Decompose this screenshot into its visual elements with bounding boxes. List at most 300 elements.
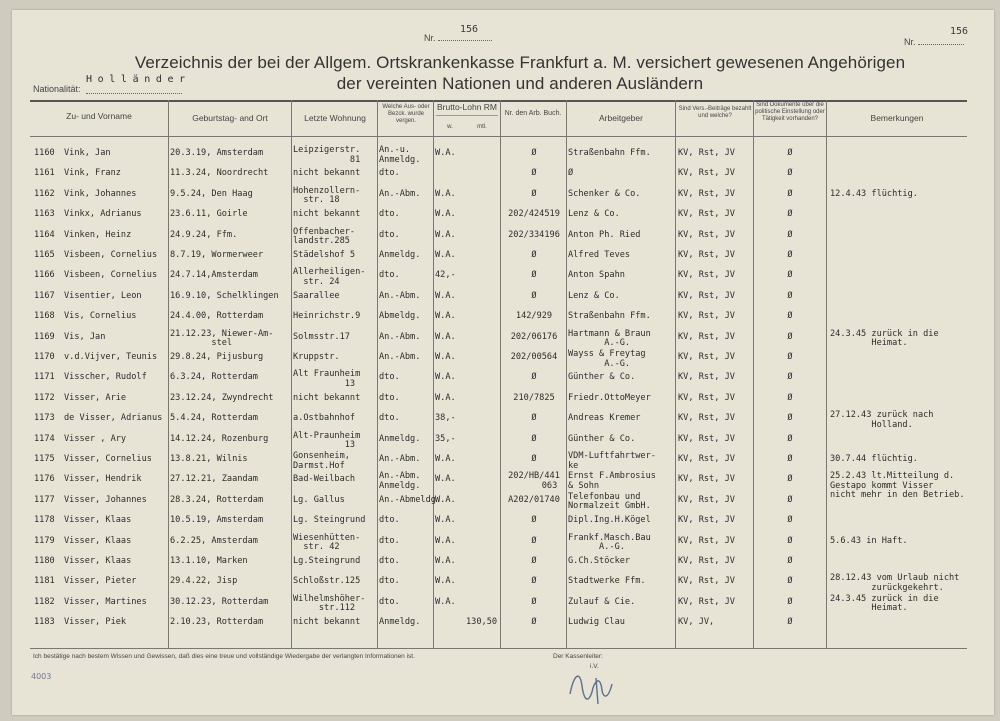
cell-name: v.d.Vijver, Teunis — [64, 352, 158, 362]
cell-emp: Stadtwerke Ffm. — [568, 576, 646, 587]
cell-emp: Ø — [568, 168, 574, 179]
cell-rem — [830, 516, 980, 536]
cell-emp: Andreas Kremer — [568, 413, 641, 424]
cell-w: W.A. — [435, 515, 456, 526]
cell-book: Ø — [531, 148, 537, 158]
cell-contrib: KV, Rst, JV — [678, 515, 735, 526]
cell-docs: Ø — [787, 372, 793, 383]
cell-name: Visser, Hendrik — [64, 474, 142, 485]
cell-book: Ø — [531, 596, 537, 607]
cell-reg: An.-Abmeldg. — [379, 494, 442, 505]
cell-w: W.A. — [435, 311, 456, 322]
cell-rem: 30.7.44 flüchtig. — [830, 454, 918, 464]
cell-addr: Alt Fraunheim 13 — [293, 369, 361, 389]
cell-birth: 9.5.24, Den Haag — [170, 188, 253, 199]
cell-contrib: KV, Rst, JV — [678, 270, 735, 281]
cell-reg: dto. — [379, 209, 400, 220]
cell-name: Visentier, Leon — [64, 290, 142, 301]
col-divider-7 — [675, 100, 676, 648]
cell-birth: 24.9.24, Ffm. — [170, 229, 238, 240]
cell-emp: Hartmann & Braun A.-G. — [568, 328, 651, 349]
cell-nr: 1163 — [34, 209, 55, 220]
cell-nr: 1171 — [34, 372, 55, 383]
gross-subheader-rule — [436, 115, 498, 116]
cell-name: Visser, Pieter — [64, 576, 137, 587]
cell-addr: Wilhelmshöher- str.112 — [293, 593, 366, 614]
cell-name: Vis, Cornelius — [64, 311, 137, 322]
cell-reg: dto. — [379, 168, 400, 179]
cell-name: Visser, Klaas — [64, 556, 132, 566]
cell-m — [466, 353, 500, 373]
cell-reg: dto. — [379, 556, 400, 566]
cell-m — [466, 271, 500, 291]
cell-contrib: KV, Rst, JV — [678, 454, 735, 464]
cell-nr: 1176 — [34, 474, 55, 485]
cell-birth: 10.5.19, Amsterdam — [170, 515, 264, 526]
cell-addr: Saarallee — [293, 290, 340, 301]
cell-nr: 1175 — [34, 454, 55, 464]
cell-name: Vink, Jan — [64, 148, 111, 158]
document-title-line-2: der vereinten Nationen und anderen Ausländern — [336, 74, 704, 93]
cell-book: Ø — [531, 372, 537, 383]
cell-emp: Straßenbahn Ffm. — [568, 311, 651, 322]
cell-rem — [830, 496, 980, 516]
cell-w: W.A. — [435, 494, 456, 505]
cell-nr: 1181 — [34, 576, 55, 587]
cell-rem — [830, 435, 980, 455]
cell-emp: Günther & Co. — [568, 433, 636, 444]
cell-docs: Ø — [787, 168, 793, 179]
col-divider-3 — [377, 100, 378, 648]
cell-reg: An.-u. Anmeldg. — [379, 145, 421, 165]
cell-m — [466, 231, 500, 251]
header-address: Letzte Wohnung — [304, 113, 366, 123]
cell-book: 202/334196 — [508, 229, 560, 240]
cell-book: Ø — [531, 515, 537, 526]
cell-docs: Ø — [787, 148, 793, 158]
footer-attestation: Ich bestätige nach bestem Wissen und Gewissen, daß dies eine treue und vollständige Wiedergabe der verlangten Informationen ist. — [33, 653, 415, 660]
cell-m — [466, 292, 500, 312]
cell-addr: Lg. Steingrund — [293, 515, 366, 526]
cell-m — [466, 455, 500, 475]
cell-w — [435, 169, 465, 189]
cell-reg: dto. — [379, 270, 400, 281]
cell-emp: Wayss & Freytag A.-G. — [568, 349, 646, 369]
cell-emp: Zulauf & Cie. — [568, 596, 636, 607]
cell-docs: Ø — [787, 535, 793, 546]
cell-m — [466, 251, 500, 271]
cell-contrib: KV, Rst, JV — [678, 311, 735, 322]
cell-addr: Lg.Steingrund — [293, 556, 361, 566]
cell-emp: Straßenbahn Ffm. — [568, 148, 651, 158]
cell-book: Ø — [531, 168, 537, 179]
cell-nr: 1169 — [34, 331, 55, 342]
cell-contrib: KV, Rst, JV — [678, 250, 735, 260]
cell-birth: 20.3.19, Amsterdam — [170, 148, 264, 158]
cell-contrib: KV, Rst, JV — [678, 290, 735, 301]
cell-nr: 1162 — [34, 188, 55, 199]
cell-nr: 1179 — [34, 535, 55, 546]
cell-birth: 2.10.23, Rotterdam — [170, 617, 264, 628]
cell-nr: 1172 — [34, 392, 55, 403]
cell-docs: Ø — [787, 352, 793, 362]
cell-contrib: KV, Rst, JV — [678, 392, 735, 403]
cell-contrib: KV, Rst, JV — [678, 413, 735, 424]
cell-addr: a.Ostbahnhof — [293, 413, 356, 424]
cell-birth: 30.12.23, Rotterdam — [170, 596, 269, 607]
cell-w: 42,- — [435, 270, 456, 281]
col-divider-6 — [566, 100, 567, 648]
cell-name: Vis, Jan — [64, 331, 106, 342]
header-name: Zu- und Vorname — [66, 111, 132, 121]
cell-nr: 1160 — [34, 148, 55, 158]
cell-birth: 21.12.23, Niewer-Am- stel — [170, 328, 274, 349]
nationality-value: H o l l ä n d e r — [86, 74, 185, 85]
cell-rem — [830, 353, 980, 373]
cell-birth: 16.9.10, Schelklingen — [170, 290, 279, 301]
header-remarks: Bemerkungen — [870, 113, 924, 123]
cell-nr: 1168 — [34, 311, 55, 322]
cell-name: Visscher, Rudolf — [64, 372, 147, 383]
cell-w: W.A. — [435, 576, 456, 587]
cell-name: Visser, Arie — [64, 392, 127, 403]
cell-contrib: KV, Rst, JV — [678, 494, 735, 505]
cell-birth: 11.3.24, Noordrecht — [170, 168, 269, 179]
cell-reg: Anmeldg. — [379, 433, 421, 444]
cell-rem: 28.12.43 vom Urlaub nicht zurückgekehrt. — [830, 573, 960, 593]
cell-emp: VDM-Luftfahrtwer- ke — [568, 451, 656, 471]
cell-birth: 28.3.24, Rotterdam — [170, 494, 264, 505]
cell-rem — [830, 292, 980, 312]
cell-w: W.A. — [435, 290, 456, 301]
cell-contrib: KV, Rst, JV — [678, 433, 735, 444]
cell-w: W.A. — [435, 392, 456, 403]
col-divider-8 — [753, 100, 754, 648]
col-divider-1 — [168, 100, 169, 648]
cell-addr: Offenbacher- landstr.285 — [293, 226, 356, 247]
cell-emp: Lenz & Co. — [568, 290, 620, 301]
cell-emp: Schenker & Co. — [568, 188, 641, 199]
cell-birth: 29.4.22, Jisp — [170, 576, 238, 587]
cell-book: Ø — [531, 556, 537, 566]
signature-scribble — [566, 664, 626, 708]
cell-w: W.A. — [435, 250, 456, 260]
cell-contrib: KV, Rst, JV — [678, 556, 735, 566]
cell-name: de Visser, Adrianus — [64, 413, 163, 424]
cell-m — [466, 435, 500, 455]
cell-docs: Ø — [787, 250, 793, 260]
header-gross-weekly: w. — [447, 124, 453, 130]
cell-nr: 1180 — [34, 556, 55, 566]
cell-docs: Ø — [787, 515, 793, 526]
cell-w: 38,- — [435, 413, 456, 424]
cell-m — [466, 190, 500, 210]
cell-nr: 1161 — [34, 168, 55, 179]
cell-rem — [830, 210, 980, 230]
cell-rem: 25.2.43 lt.Mitteilung d. Gestapo kommt Visser nicht mehr in den Betrieb. — [830, 471, 965, 501]
cell-book: 202/06176 — [510, 331, 558, 342]
cell-addr: nicht bekannt — [293, 209, 361, 220]
cell-contrib: KV, Rst, JV — [678, 209, 735, 220]
cell-docs: Ø — [787, 576, 793, 587]
cell-name: Visbeen, Cornelius — [64, 270, 158, 281]
col-divider-4 — [433, 100, 434, 648]
nationality-label: Nationalität: — [33, 84, 81, 94]
cell-addr: Wiesenhütten- str. 42 — [293, 532, 361, 553]
cell-reg: An.-Abm. — [379, 188, 421, 199]
cell-emp: G.Ch.Stöcker — [568, 556, 631, 566]
cell-docs: Ø — [787, 494, 793, 505]
signature-sub: i.V. — [590, 663, 599, 670]
cell-docs: Ø — [787, 188, 793, 199]
cell-name: Visser, Cornelius — [64, 454, 152, 464]
cell-reg: Anmeldg. — [379, 250, 421, 260]
cell-m — [466, 394, 500, 414]
cell-addr: Hohenzollern- str. 18 — [293, 185, 361, 206]
cell-m — [466, 577, 500, 597]
cell-docs: Ø — [787, 270, 793, 281]
cell-book: Ø — [531, 576, 537, 587]
cell-reg: Anmeldg. — [379, 617, 421, 628]
cell-reg: dto. — [379, 576, 400, 587]
cell-nr: 1165 — [34, 250, 55, 260]
cell-w — [435, 618, 465, 638]
page-number-label-right: Nr. — [904, 34, 964, 47]
cell-m — [466, 169, 500, 189]
cell-w: W.A. — [435, 596, 456, 607]
cell-rem: 24.3.45 zurück in die Heimat. — [830, 593, 939, 614]
cell-m — [466, 557, 500, 577]
cell-name: Vink, Franz — [64, 168, 121, 179]
cell-addr: Allerheiligen- str. 24 — [293, 267, 366, 287]
cell-docs: Ø — [787, 290, 793, 301]
cell-addr: Heinrichstr.9 — [293, 311, 361, 322]
cell-m — [466, 516, 500, 536]
cell-w: W.A. — [435, 474, 456, 485]
cell-docs: Ø — [787, 413, 793, 424]
cell-birth: 6.2.25, Amsterdam — [170, 535, 258, 546]
cell-m — [466, 414, 500, 434]
cell-book: 202/424519 — [508, 209, 560, 220]
cell-w: W.A. — [435, 352, 456, 362]
cell-w: W.A. — [435, 209, 456, 220]
cell-m — [466, 333, 500, 353]
page-number-left: 156 — [460, 24, 479, 35]
cell-book: Ø — [531, 535, 537, 546]
cell-reg: dto. — [379, 413, 400, 424]
cell-name: Vinken, Heinz — [64, 229, 132, 240]
header-birth: Geburtstag- and Ort — [192, 113, 268, 123]
cell-emp: Telefonbau und Normalzeit GmbH. — [568, 491, 651, 512]
cell-docs: Ø — [787, 454, 793, 464]
col-divider-9 — [826, 100, 827, 648]
cell-name: Visser, Klaas — [64, 535, 132, 546]
nationality-underline — [86, 93, 182, 94]
cell-rem: 27.12.43 zurück nach Holland. — [830, 410, 934, 430]
cell-name: Vink, Johannes — [64, 188, 137, 199]
cell-nr: 1174 — [34, 433, 55, 444]
cell-reg: An.-Abm. — [379, 454, 421, 464]
cell-emp: Ludwig Clau — [568, 617, 625, 628]
cell-book: Ø — [531, 290, 537, 301]
cell-rem: 5.6.43 in Haft. — [830, 535, 908, 546]
header-contributions: Sind Vers.-Beiträge bezahlt und welche? — [678, 106, 752, 119]
cell-birth: 5.4.24, Rotterdam — [170, 413, 258, 424]
cell-rem — [830, 618, 980, 638]
cell-rem — [830, 231, 980, 251]
cell-addr: Städelshof 5 — [293, 250, 356, 260]
document-title-line-1: Verzeichnis der bei der Allgem. Ortskrankenkasse Frankfurt a. M. versichert gewesenen Angehörigen — [134, 53, 906, 72]
cell-contrib: KV, Rst, JV — [678, 168, 735, 179]
cell-rem — [830, 271, 980, 291]
cell-m — [466, 475, 500, 495]
cell-name: Visser , Ary — [64, 433, 127, 444]
cell-m — [466, 598, 500, 618]
cell-reg: Abmeldg. — [379, 311, 421, 322]
cell-book: 202/HB/441 063 — [508, 471, 560, 491]
cell-nr: 1173 — [34, 413, 55, 424]
cell-docs: Ø — [787, 331, 793, 342]
cell-reg: dto. — [379, 596, 400, 607]
cell-name: Visbeen, Cornelius — [64, 250, 158, 260]
cell-birth: 6.3.24, Rotterdam — [170, 372, 258, 383]
cell-w: 35,- — [435, 433, 456, 444]
cell-emp: Anton Ph. Ried — [568, 229, 641, 240]
header-documents: Sind Dokumente über die politische Einstellung oder Tätigkeit vorhanden? — [755, 102, 825, 122]
cell-docs: Ø — [787, 392, 793, 403]
cell-reg: dto. — [379, 229, 400, 240]
cell-addr: Gonsenheim, Darmst.Hof — [293, 451, 350, 471]
cell-m — [466, 312, 500, 332]
cell-addr: Alt-Praunheim 13 — [293, 430, 361, 451]
cell-book: Ø — [531, 188, 537, 199]
header-registration: Welche Aus- oder Bezck. wurde vergen. — [382, 104, 430, 124]
cell-nr: 1170 — [34, 352, 55, 362]
header-work-book: Nr. den Arb. Buch. — [504, 110, 562, 117]
page-number-right: 156 — [950, 26, 969, 37]
cell-addr: Schloßstr.125 — [293, 576, 361, 587]
cell-m — [466, 496, 500, 516]
cell-addr: Leipzigerstr. 81 — [293, 145, 361, 165]
cell-w: W.A. — [435, 556, 456, 566]
cell-m — [466, 537, 500, 557]
cell-addr: Lg. Gallus — [293, 494, 345, 505]
cell-book: 142/929 — [515, 311, 553, 322]
cell-docs: Ø — [787, 209, 793, 220]
cell-nr: 1164 — [34, 229, 55, 240]
cell-reg: An.-Abm. Anmeldg. — [379, 471, 421, 491]
cell-name: Visser, Johannes — [64, 494, 147, 505]
cell-birth: 24.4.00, Rotterdam — [170, 311, 264, 322]
cell-emp: Günther & Co. — [568, 372, 636, 383]
cell-birth: 14.12.24, Rozenburg — [170, 433, 269, 444]
cell-book: Ø — [531, 617, 537, 628]
page-number-label-left: Nr. — [424, 30, 492, 43]
cell-contrib: KV, Rst, JV — [678, 372, 735, 383]
cell-emp: Friedr.OttoMeyer — [568, 392, 651, 403]
cell-birth: 23.6.11, Goirle — [170, 209, 248, 220]
cell-m — [466, 210, 500, 230]
cell-docs: Ø — [787, 311, 793, 322]
cell-birth: 23.12.24, Zwyndrecht — [170, 392, 274, 403]
cell-emp: Ernst F.Ambrosius & Sohn — [568, 471, 656, 491]
cell-rem: 12.4.43 flüchtig. — [830, 188, 918, 199]
cell-contrib: KV, Rst, JV — [678, 148, 735, 158]
cell-nr: 1183 — [34, 617, 55, 628]
cell-book: 202/00564 — [510, 352, 558, 362]
cell-w: W.A. — [435, 535, 456, 546]
cell-name: Vinkx, Adrianus — [64, 209, 142, 220]
cell-docs: Ø — [787, 556, 793, 566]
cell-m: 130,50 — [466, 617, 498, 628]
cell-addr: nicht bekannt — [293, 168, 361, 179]
cell-rem — [830, 251, 980, 271]
cell-w: W.A. — [435, 188, 456, 199]
cell-rem — [830, 169, 980, 189]
cell-addr: Kruppstr. — [293, 352, 340, 362]
cell-name: Visser, Martines — [64, 596, 147, 607]
col-divider-5 — [500, 100, 501, 648]
cell-addr: nicht bekannt — [293, 617, 361, 628]
cell-contrib: KV, Rst, JV — [678, 331, 735, 342]
signature-label: Der Kassenleiter: — [553, 653, 603, 660]
cell-contrib: KV, Rst, JV — [678, 474, 735, 485]
cell-emp: Frankf.Masch.Bau A.-G. — [568, 532, 651, 553]
cell-nr: 1166 — [34, 270, 55, 281]
cell-reg: An.-Abm. — [379, 331, 421, 342]
cell-emp: Anton Spahn — [568, 270, 625, 281]
cell-nr: 1182 — [34, 596, 55, 607]
cell-birth: 27.12.21, Zaandam — [170, 474, 258, 485]
cell-emp: Dipl.Ing.H.Kögel — [568, 515, 651, 526]
cell-reg: An.-Abm. — [379, 352, 421, 362]
cell-contrib: KV, Rst, JV — [678, 596, 735, 607]
cell-rem — [830, 149, 980, 169]
cell-contrib: KV, JV, — [678, 617, 715, 628]
cell-book: Ø — [531, 270, 537, 281]
cell-m — [466, 373, 500, 393]
cell-nr: 1177 — [34, 494, 55, 505]
cell-m — [466, 149, 500, 169]
col-divider-2 — [291, 100, 292, 648]
cell-addr: Solmsstr.17 — [293, 331, 350, 342]
table-bottom-rule — [30, 648, 967, 649]
cell-nr: 1167 — [34, 290, 55, 301]
header-employer: Arbeitgeber — [599, 113, 643, 123]
cell-w: W.A. — [435, 372, 456, 383]
cell-docs: Ø — [787, 229, 793, 240]
cell-book: Ø — [531, 433, 537, 444]
cell-reg: dto. — [379, 392, 400, 403]
cell-contrib: KV, Rst, JV — [678, 229, 735, 240]
header-gross-monthly: mtl. — [477, 124, 487, 130]
cell-rem — [830, 373, 980, 393]
cell-reg: dto. — [379, 515, 400, 526]
cell-name: Visser, Klaas — [64, 515, 132, 526]
cell-emp: Lenz & Co. — [568, 209, 620, 220]
cell-birth: 8.7.19, Wormerweer — [170, 250, 264, 260]
cell-book: Ø — [531, 454, 537, 464]
cell-contrib: KV, Rst, JV — [678, 576, 735, 587]
cell-reg: dto. — [379, 535, 400, 546]
cell-birth: 13.1.10, Marken — [170, 556, 248, 566]
cell-w: W.A. — [435, 454, 456, 464]
cell-book: 210/7825 — [513, 392, 555, 403]
cell-addr: nicht bekannt — [293, 392, 361, 403]
cell-birth: 29.8.24, Pijusburg — [170, 352, 264, 362]
cell-reg: An.-Abm. — [379, 290, 421, 301]
margin-note: 4003 — [31, 672, 52, 681]
